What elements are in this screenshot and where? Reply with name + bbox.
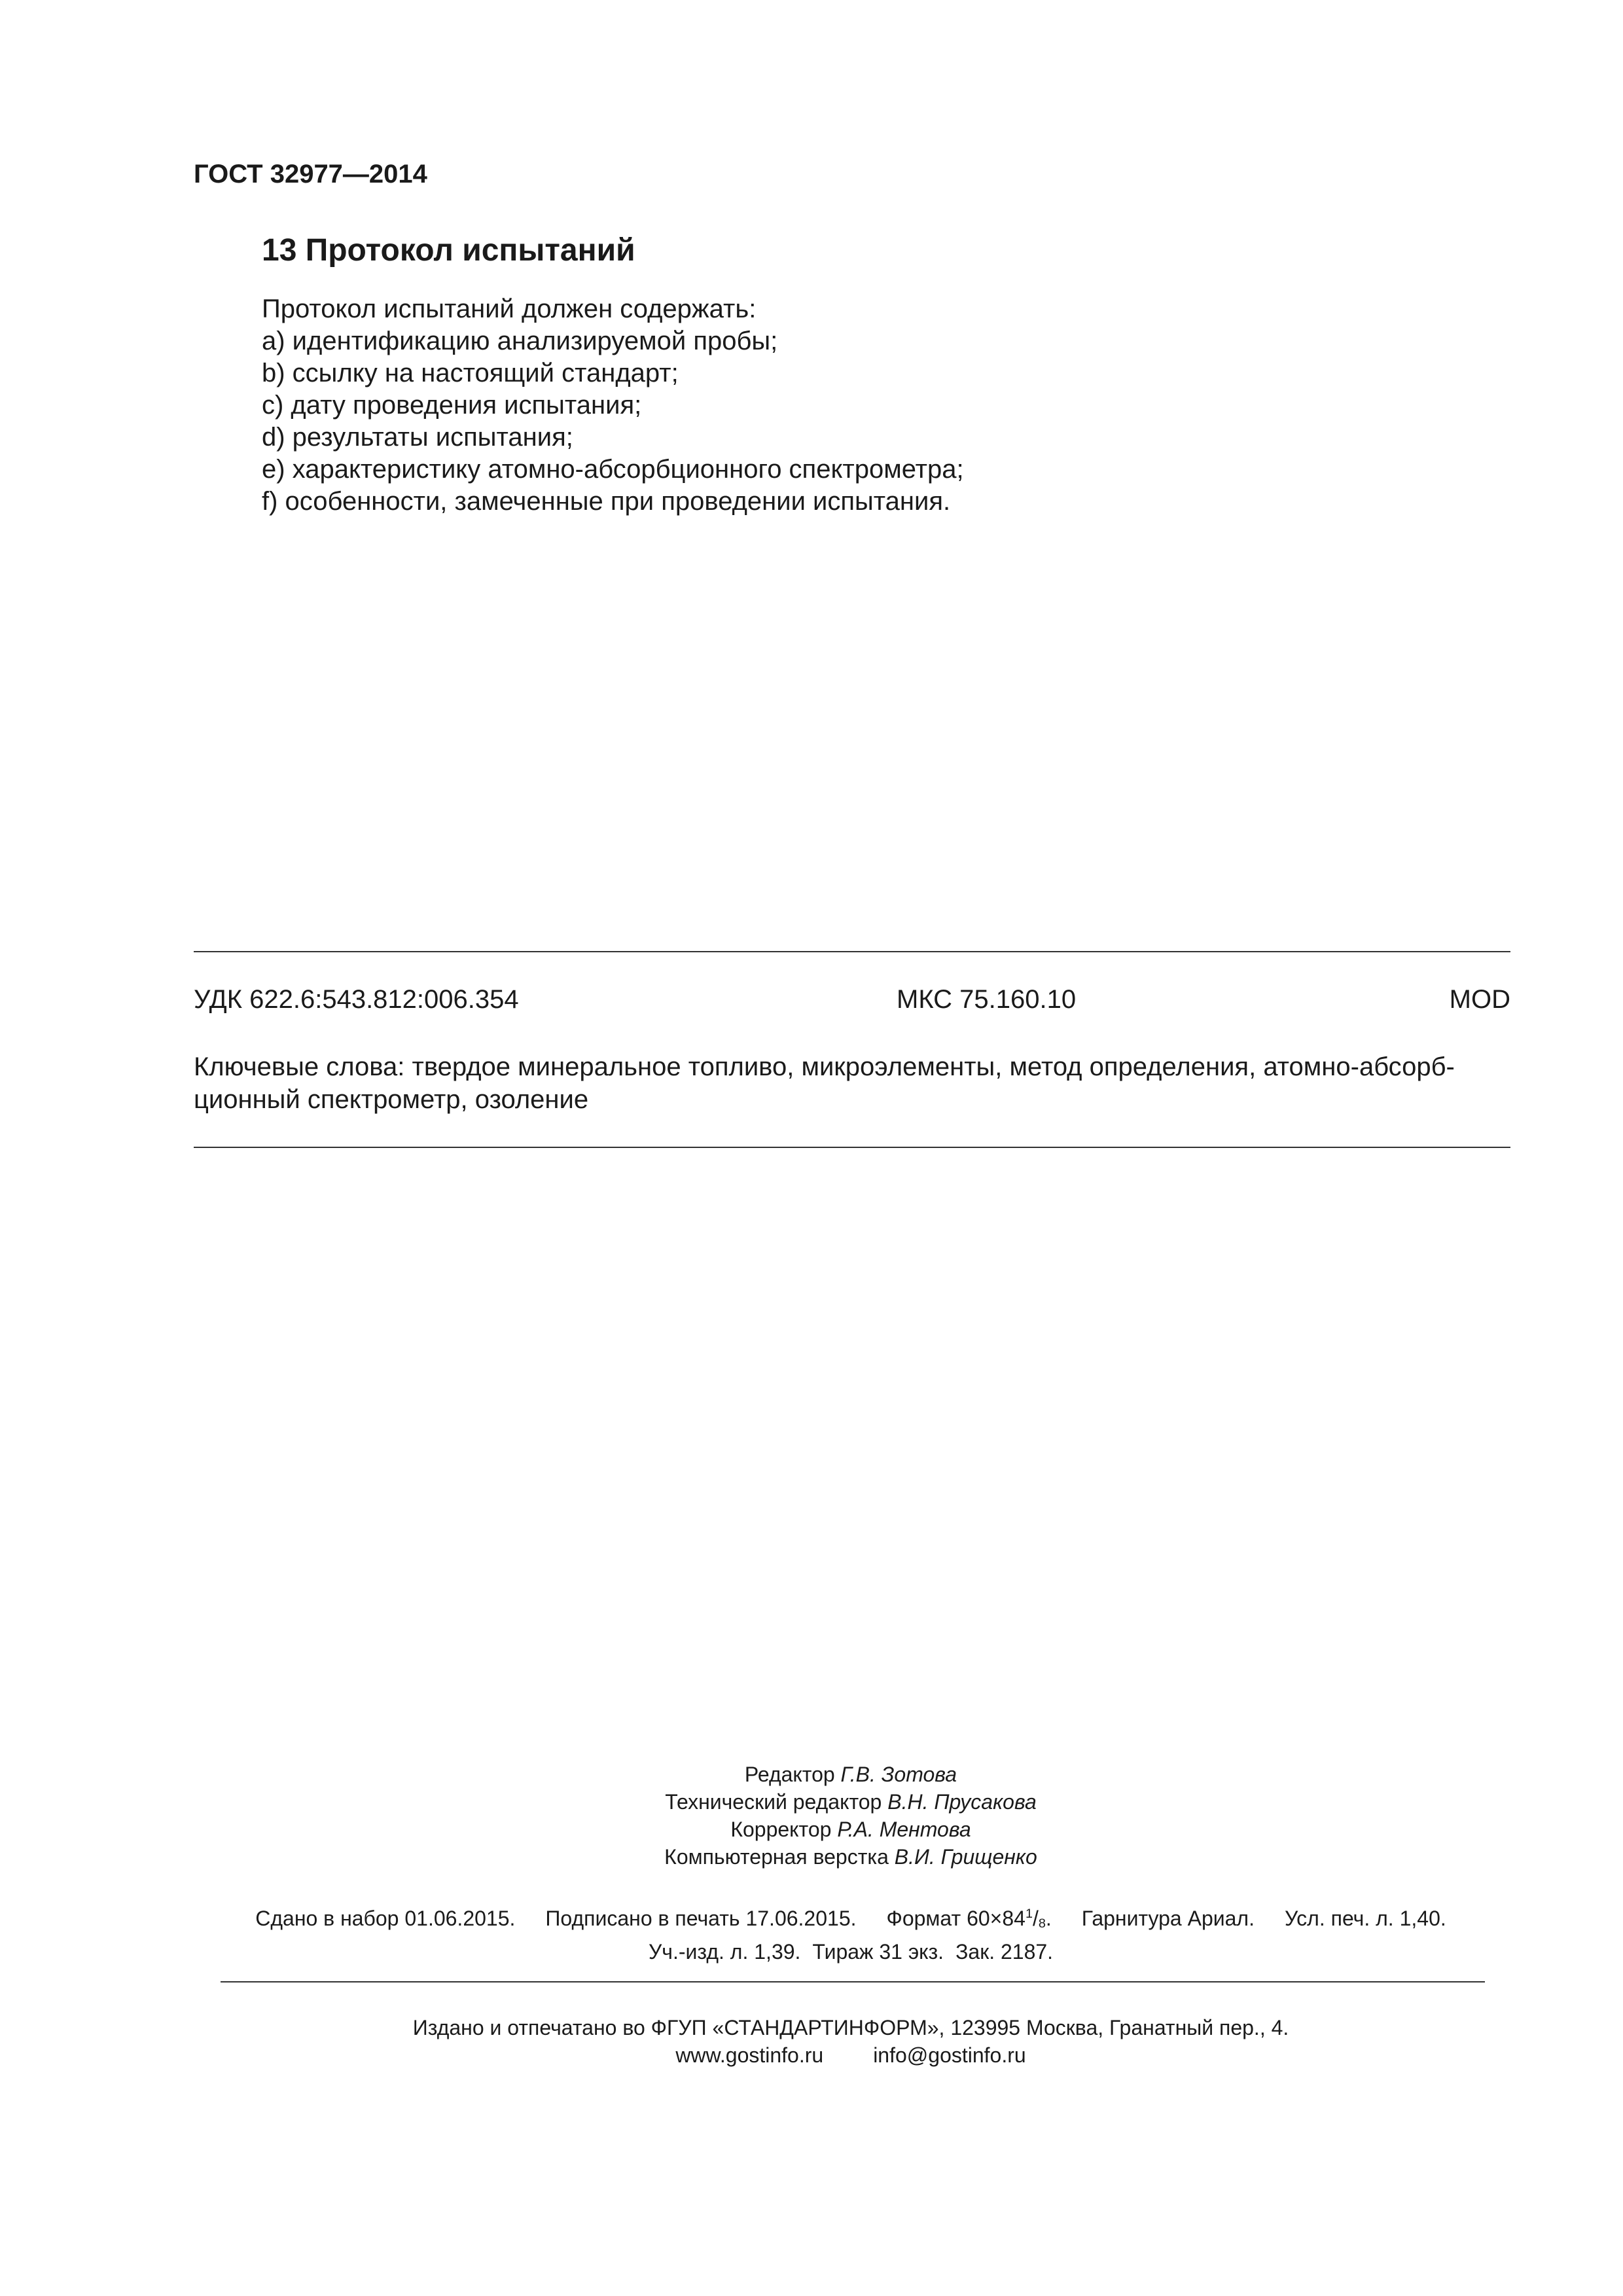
list-item: d) результаты испытания; [262, 423, 573, 452]
signed-date: Подписано в печать 17.06.2015. [545, 1906, 857, 1930]
keywords-line: ционный спектрометр, озоление [194, 1085, 589, 1114]
publisher-address: Издано и отпечатано во ФГУП «СТАНДАРТИНФОРМ», 123995 Москва, Гранатный пер., 4. [412, 2016, 1289, 2039]
print-run: Тираж 31 экз. [812, 1939, 944, 1964]
publisher-block [0, 2014, 1623, 2069]
typeface: Гарнитура Ариал. [1081, 1906, 1255, 1930]
credit-name: В.Н. Прусакова [887, 1790, 1037, 1814]
list-item: е) характеристику атомно-абсорбционного спектрометра; [262, 455, 964, 484]
divider-top [194, 951, 1510, 952]
section-body [262, 293, 964, 518]
credit-name: Г.В. Зотова [840, 1763, 957, 1786]
credit-layout [0, 1843, 1623, 1871]
divider-bottom [221, 1981, 1485, 1982]
list-item: с) дату проведения испытания; [262, 391, 642, 420]
credit-technical-editor [0, 1788, 1623, 1816]
keywords [194, 1050, 1510, 1116]
document-header: ГОСТ 32977—2014 [194, 160, 427, 188]
email-link[interactable]: info@gostinfo.ru [873, 2043, 1026, 2067]
credit-role: Корректор [730, 1818, 832, 1841]
credit-name: В.И. Грищенко [894, 1845, 1037, 1869]
credit-role: Технический редактор [665, 1790, 882, 1814]
udc-code: УДК 622.6:543.812:006.354 [194, 985, 519, 1014]
credit-proofreader [0, 1816, 1623, 1843]
print-info-line-2 [0, 1938, 1623, 1966]
list-item: b) ссылку на настоящий стандарт; [262, 359, 679, 387]
publisher-contacts [0, 2041, 1623, 2069]
order-number: Зак. 2187. [955, 1939, 1054, 1964]
print-sheets: Усл. печ. л. 1,40. [1284, 1906, 1446, 1930]
credit-editor [0, 1761, 1623, 1788]
print-info [0, 1900, 1623, 1966]
credit-role: Компьютерная верстка [664, 1845, 889, 1869]
list-item: а) идентификацию анализируемой пробы; [262, 327, 778, 355]
section-title: 13 Протокол испытаний [262, 233, 635, 268]
submitted-date: Сдано в набор 01.06.2015. [255, 1906, 516, 1930]
publication-sheets: Уч.-изд. л. 1,39. [648, 1939, 801, 1964]
keywords-line: Ключевые слова: твердое минеральное топливо, микроэлементы, метод определения, атомно-абсорб- [194, 1052, 1455, 1081]
paper-format: Формат $60\times 84^1/_8$. [886, 1906, 1052, 1931]
credits-block [0, 1761, 1623, 1871]
credit-name: Р.А. Ментова [837, 1818, 971, 1841]
section-intro: Протокол испытаний должен содержать: [262, 295, 757, 323]
credit-role: Редактор [744, 1763, 835, 1786]
mod-label: MOD [1449, 985, 1510, 1014]
website-link[interactable]: www.gostinfo.ru [675, 2043, 824, 2067]
list-item: f) особенности, замеченные при проведении испытания. [262, 487, 951, 516]
print-info-line-1 [0, 1900, 1623, 1938]
mks-code: МКС 75.160.10 [897, 985, 1077, 1014]
divider-middle [194, 1147, 1510, 1148]
